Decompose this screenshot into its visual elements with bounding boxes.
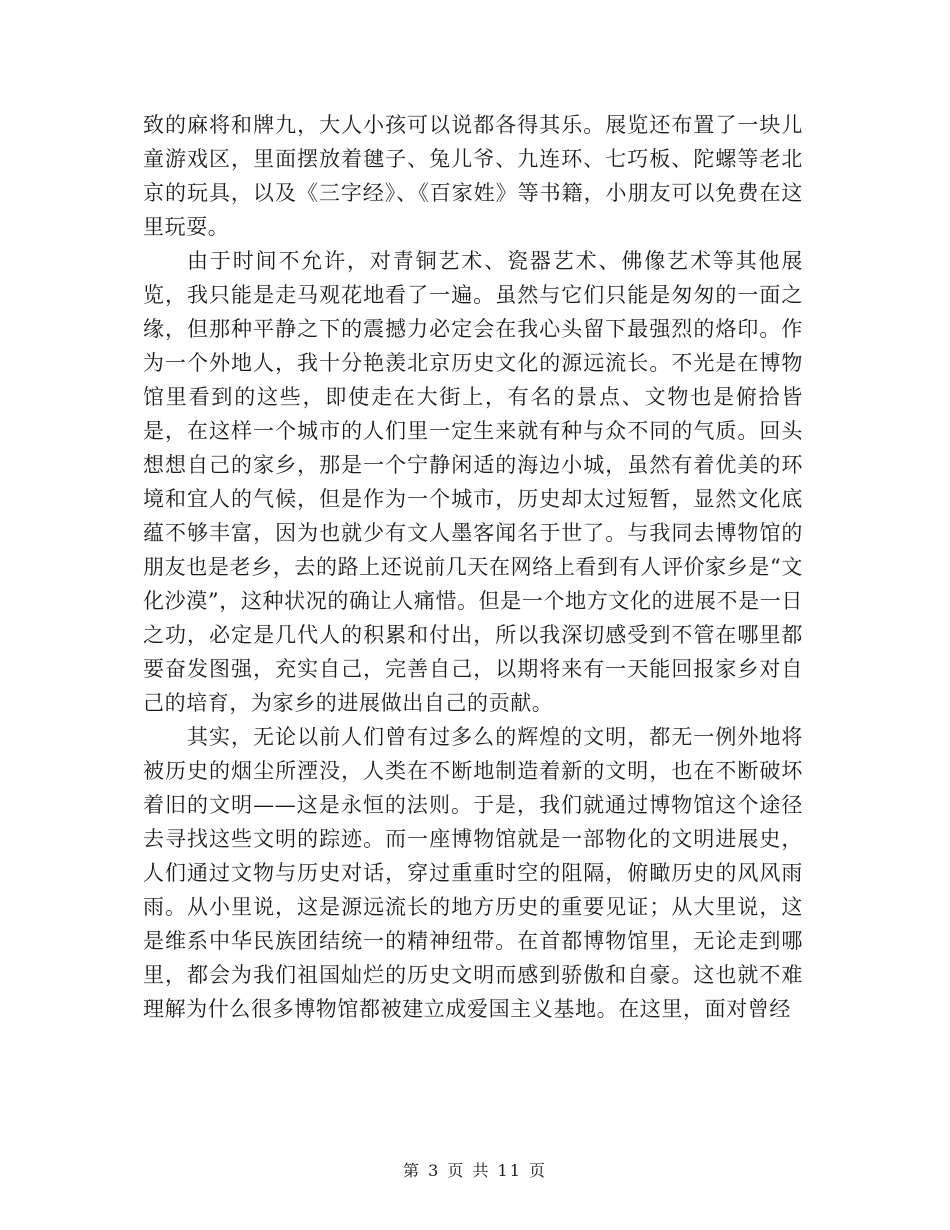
document-body xyxy=(143,108,803,1026)
paragraph-3: 其实，无论以前人们曾有过多么的辉煌的文明，都无一例外地将被历史的烟尘所湮没，人类在不断地制造着新的文明，也在不断破坏着旧的文明——这是永恒的法则。于是，我们就通过博物馆这个途径去寻找这些文明的踪迹。而一座博物馆就是一部物化的文明进展史，人们通过文物与历史对话，穿过重重时空的阻隔，俯瞰历史的风风雨雨。从小里说，这是源远流长的地方历史的重要见证；从大里说，这是维系中华民族团结统一的精神纽带。在首都博物馆里，无论走到哪里，都会为我们祖国灿烂的历史文明而感到骄傲和自豪。这也就不难理解为什么很多博物馆都被建立成爱国主义基地。在这里，面对曾经 xyxy=(143,725,803,1021)
paragraph-1: 致的麻将和牌九，大人小孩可以说都各得其乐。展览还布置了一块儿童游戏区，里面摆放着毽子、兔儿爷、九连环、七巧板、陀螺等老北京的玩具，以及《三字经》、《百家姓》等书籍，小朋友可以免费在这里玩耍。 xyxy=(143,113,803,239)
page-number-footer: 第 3 页 共 11 页 xyxy=(403,1161,547,1180)
paragraph-2: 由于时间不允许，对青铜艺术、瓷器艺术、佛像艺术等其他展览，我只能是走马观花地看了一遍。虽然与它们只能是匆匆的一面之缘，但那种平静之下的震撼力必定会在我心头留下最强烈的烙印。作为一个外地人，我十分艳羡北京历史文化的源远流长。不光是在博物馆里看到的这些，即使走在大街上，有名的景点、文物也是俯拾皆是，在这样一个城市的人们里一定生来就有种与众不同的气质。回头想想自己的家乡，那是一个宁静闲适的海边小城，虽然有着优美的环境和宜人的气候，但是作为一个城市，历史却太过短暂，显然文化底蕴不够丰富，因为也就少有文人墨客闻名于世了。与我同去博物馆的朋友也是老乡，去的路上还说前几天在网络上看到有人评价家乡是“文化沙漠”，这种状况的确让人痛惜。但是一个地方文化的进展不是一日之功，必定是几代人的积累和付出，所以我深切感受到不管在哪里都要奋发图强，充实自己，完善自己，以期将来有一天能回报家乡对自己的培育，为家乡的进展做出自己的贡献。 xyxy=(143,249,803,715)
